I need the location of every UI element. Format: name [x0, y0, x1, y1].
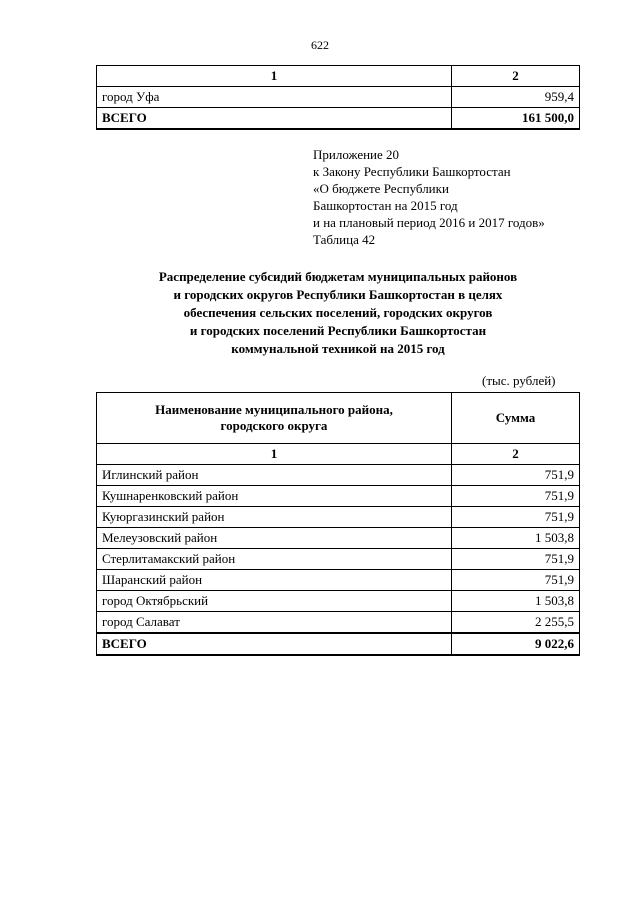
row-value: 751,9 — [452, 486, 580, 507]
units-label: (тыс. рублей) — [482, 373, 556, 388]
total-label: ВСЕГО — [97, 108, 452, 130]
heading-line: коммунальной техникой на 2015 год — [231, 341, 445, 356]
heading-line: обеспечения сельских поселений, городских округов — [183, 305, 493, 320]
row-name: Кушнаренковский район — [97, 486, 452, 507]
heading-line: и городских округов Республики Башкортостан в целях — [173, 287, 503, 302]
total-value: 9 022,6 — [452, 633, 580, 655]
row-value: 1 503,8 — [452, 528, 580, 549]
appendix-line: Башкортостан на 2015 год — [313, 198, 458, 213]
row-value: 751,9 — [452, 507, 580, 528]
appendix-line: и на плановый период 2016 и 2017 годов» — [313, 215, 545, 230]
header-row — [97, 393, 580, 444]
row-value: 2 255,5 — [452, 612, 580, 634]
row-name: город Салават — [97, 612, 452, 634]
table-row — [97, 612, 580, 634]
appendix-note — [313, 146, 545, 248]
row-value: 751,9 — [452, 570, 580, 591]
column-number-2: 2 — [452, 444, 580, 465]
header-name — [97, 393, 452, 444]
header-name-line: городского округа — [220, 418, 328, 433]
column-number-2: 2 — [452, 66, 580, 87]
table-row — [97, 528, 580, 549]
row-name: Шаранский район — [97, 570, 452, 591]
document-heading — [96, 268, 580, 358]
header-name-line: Наименование муниципального района, — [155, 402, 393, 417]
column-number-row — [97, 444, 580, 465]
row-name: Куюргазинский район — [97, 507, 452, 528]
row-name: город Октябрьский — [97, 591, 452, 612]
row-value: 751,9 — [452, 549, 580, 570]
total-value: 161 500,0 — [452, 108, 580, 130]
table-row — [97, 507, 580, 528]
row-name: город Уфа — [97, 87, 452, 108]
total-row — [97, 108, 580, 130]
appendix-line: Таблица 42 — [313, 232, 376, 247]
row-name: Мелеузовский район — [97, 528, 452, 549]
total-label: ВСЕГО — [97, 633, 452, 655]
table-row — [97, 486, 580, 507]
row-name: Стерлитамакский район — [97, 549, 452, 570]
table-row — [97, 87, 580, 108]
appendix-line: «О бюджете Республики — [313, 181, 449, 196]
row-name: Иглинский район — [97, 465, 452, 486]
page-number: 622 — [311, 38, 329, 52]
heading-line: и городских поселений Республики Башкортостан — [189, 323, 487, 338]
heading-line: Распределение субсидий бюджетам муниципальных районов — [158, 269, 518, 284]
column-number-1: 1 — [97, 444, 452, 465]
total-row — [97, 633, 580, 655]
row-value: 751,9 — [452, 465, 580, 486]
column-number-1: 1 — [97, 66, 452, 87]
row-value: 959,4 — [452, 87, 580, 108]
subsidy-table — [96, 392, 580, 656]
header-sum: Сумма — [452, 393, 580, 444]
table-row — [97, 465, 580, 486]
column-number-row — [97, 66, 580, 87]
table-row — [97, 549, 580, 570]
table-row — [97, 591, 580, 612]
continued-table — [96, 65, 580, 130]
table-row — [97, 570, 580, 591]
appendix-line: к Закону Республики Башкортостан — [313, 164, 511, 179]
row-value: 1 503,8 — [452, 591, 580, 612]
appendix-line: Приложение 20 — [313, 147, 400, 162]
